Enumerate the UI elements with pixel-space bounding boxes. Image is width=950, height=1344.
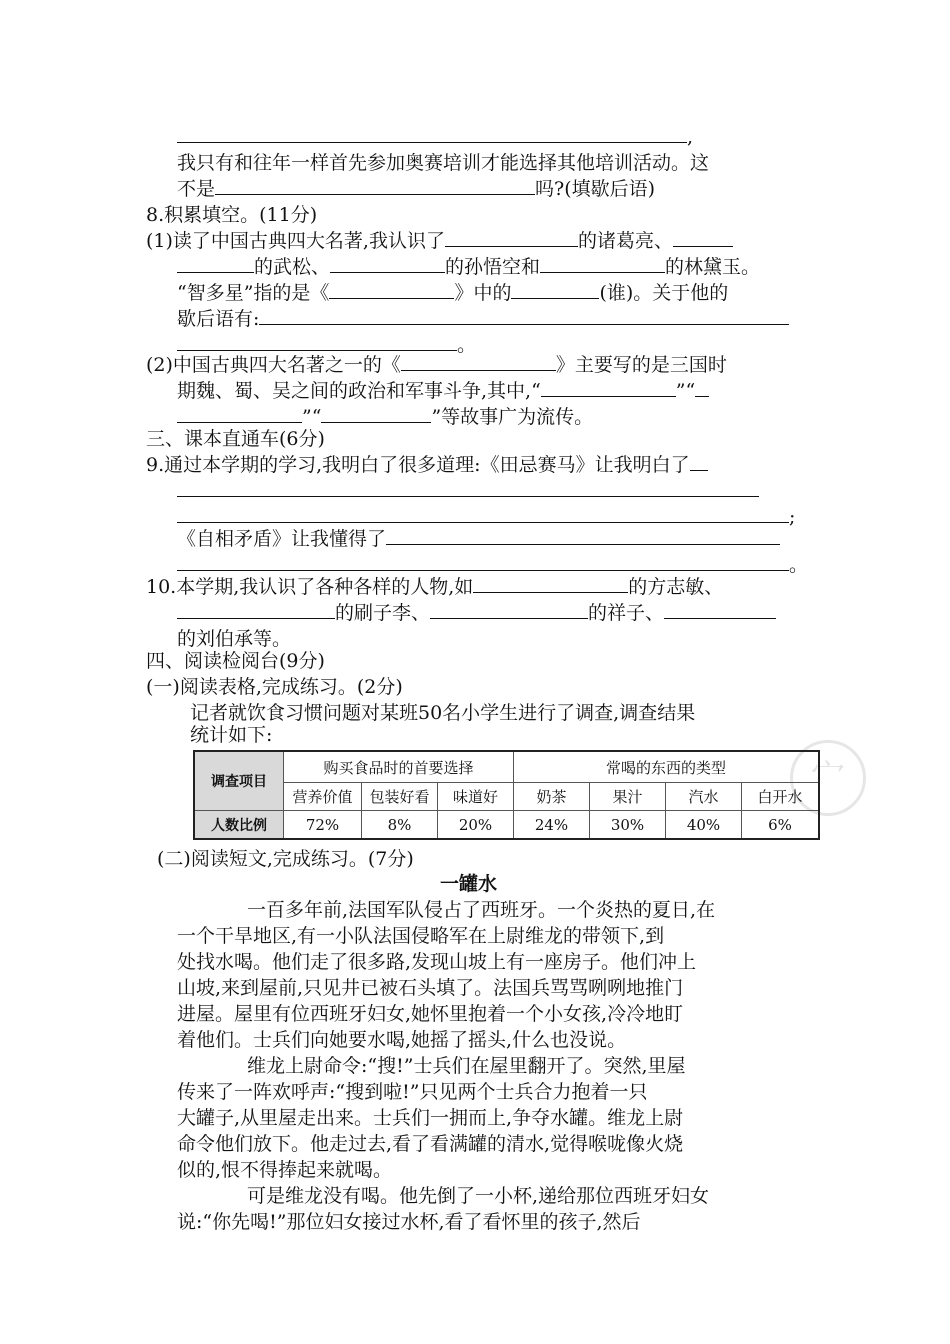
- table-subheader-row: [194, 783, 819, 811]
- q9-line-a: 9.通过本学期的学习,我明白了很多道理:《田忌赛马》让我明白了: [146, 452, 708, 478]
- part-1-intro-a: 记者就饮食习惯问题对某班50名小学生进行了调查,调查结果: [190, 702, 696, 724]
- part-2-heading: (二)阅读短文,完成练习。(7分): [157, 848, 414, 870]
- part-1-heading: (一)阅读表格,完成练习。(2分): [146, 676, 403, 698]
- article-line: 进屋。屋里有位西班牙妇女,她怀里抱着一个小女孩,冷冷地盯: [177, 1003, 684, 1025]
- header-group-purchase: 购买食品时的首要选择: [284, 751, 514, 783]
- q9-line-d: 《自相矛盾》让我懂得了: [177, 526, 780, 552]
- article-line: 可是维龙没有喝。他先倒了一小杯,递给那位西班牙妇女: [247, 1185, 710, 1207]
- col-header: 味道好: [438, 783, 514, 811]
- article-title: 一罐水: [440, 873, 498, 895]
- watermark-seal-icon: 宀: [790, 740, 866, 816]
- article-line: 命令他们放下。他走过去,看了看满罐的清水,觉得喉咙像火烧: [177, 1133, 684, 1155]
- q10-line-c: 的刘伯承等。: [177, 628, 292, 650]
- article-line: 似的,恨不得捧起来就喝。: [177, 1159, 393, 1181]
- q8-2-line-c: ”“ ”等故事广为流传。: [177, 404, 593, 430]
- table-cell: 24%: [514, 811, 590, 840]
- table-cell: 30%: [590, 811, 666, 840]
- col-header: 营养价值: [284, 783, 362, 811]
- q8-1-line-e: 。: [177, 332, 476, 358]
- table-cell: 8%: [362, 811, 438, 840]
- article-line: 维龙上尉命令:“搜!”士兵们在屋里翻开了。突然,里屋: [247, 1055, 686, 1077]
- q9-line-b: [177, 478, 759, 504]
- article-line: 着他们。士兵们向她要水喝,她摇了摇头,什么也没说。: [177, 1029, 627, 1051]
- q9-line-e: 。: [177, 552, 808, 578]
- col-header: 包装好看: [362, 783, 438, 811]
- q8-1-line-c: “智多星”指的是《 》中的 (谁)。关于他的: [177, 282, 729, 304]
- col-header: 果汁: [590, 783, 666, 811]
- section-4-heading: 四、阅读检阅台(9分): [146, 650, 325, 672]
- q7-line-c: 不是 吗?(填歇后语): [177, 178, 656, 200]
- q8-2-line-b: 期魏、蜀、吴之间的政治和军事斗争,其中,“ ”“: [177, 378, 709, 404]
- col-header: 汽水: [666, 783, 742, 811]
- q7-line-b: 我只有和往年一样首先参加奥赛培训才能选择其他培训活动。这: [177, 152, 710, 174]
- article-line: 山坡,来到屋前,只见井已被石头填了。法国兵骂骂咧咧地推门: [177, 977, 684, 999]
- header-group-drinks: 常喝的东西的类型: [514, 751, 820, 783]
- article-line: 说:“你先喝!”那位妇女接过水杯,看了看怀里的孩子,然后: [177, 1211, 641, 1233]
- q8-2-line-a: (2)中国古典四大名著之一的《 》主要写的是三国时: [146, 354, 727, 376]
- article-line: 传来了一阵欢呼声:“搜到啦!”只见两个士兵合力抱着一只: [177, 1081, 648, 1103]
- article-line: 一个干旱地区,有一小队法国侵略军在上尉维龙的带领下,到: [177, 925, 665, 947]
- q8-1-line-b: 的武松、 的孙悟空和 的林黛玉。: [177, 254, 760, 280]
- survey-table: [193, 750, 820, 840]
- q9-line-c: ;: [177, 504, 795, 530]
- header-item: 调查项目: [194, 751, 284, 811]
- q7-line-a: ,: [177, 124, 693, 150]
- table-row: [194, 811, 819, 840]
- col-header: 奶茶: [514, 783, 590, 811]
- part-1-intro-b: 统计如下:: [190, 724, 273, 746]
- article-line: 一百多年前,法国军队侵占了西班牙。一个炎热的夏日,在: [247, 899, 716, 921]
- q10-line-a: 10.本学期,我认识了各种各样的人物,如 的方志敏、: [146, 576, 724, 598]
- row-label: 人数比例: [194, 811, 284, 840]
- q8-heading: 8.积累填空。(11分): [146, 204, 318, 226]
- table-cell: 40%: [666, 811, 742, 840]
- q8-1-line-a: (1)读了中国古典四大名著,我认识了 的诸葛亮、: [146, 228, 733, 254]
- article-line: 处找水喝。他们走了很多路,发现山坡上有一座房子。他们冲上: [177, 951, 697, 973]
- section-3-heading: 三、课本直通车(6分): [146, 428, 325, 450]
- article-line: 大罐子,从里屋走出来。士兵们一拥而上,争夺水罐。维龙上尉: [177, 1107, 684, 1129]
- table-cell: 6%: [742, 811, 820, 840]
- table-header-row: [194, 751, 819, 783]
- q8-1-line-d: 歇后语有:: [177, 306, 789, 332]
- table-cell: 72%: [284, 811, 362, 840]
- table-cell: 20%: [438, 811, 514, 840]
- col-header: 白开水: [742, 783, 820, 811]
- q10-line-b: 的刷子李、 的祥子、: [177, 600, 776, 626]
